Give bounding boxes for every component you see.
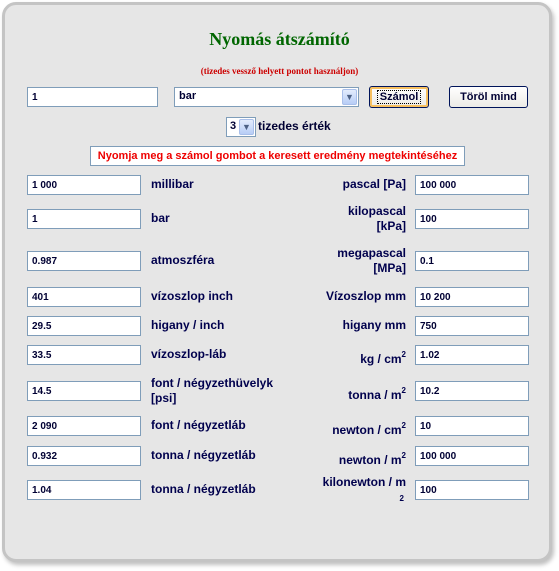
unit-select[interactable] xyxy=(174,87,359,107)
left-unit-name: higany / inch xyxy=(151,318,225,332)
right-value-field[interactable]: 100 000 xyxy=(415,175,529,195)
left-unit-symbol: [psi] xyxy=(151,391,177,405)
left-value-field[interactable]: 2 090 xyxy=(27,416,141,436)
right-unit-label xyxy=(296,289,406,304)
left-value-field[interactable]: 33.5 xyxy=(27,345,141,365)
right-value-field[interactable]: 100 000 xyxy=(415,446,529,466)
left-unit-label xyxy=(151,347,301,362)
right-value-field[interactable]: 1.02 xyxy=(415,345,529,365)
decimals-select[interactable] xyxy=(226,117,256,137)
left-unit-label xyxy=(151,253,301,268)
left-unit-name: vízoszlop inch xyxy=(151,289,234,303)
right-value-field[interactable]: 0.1 xyxy=(415,251,529,271)
unit-select-value: bar xyxy=(179,90,197,102)
left-unit-label xyxy=(151,482,301,497)
status-message: Nyomja meg a számol gombot a keresett eredmény megtekintéséhez xyxy=(90,146,465,166)
left-unit-label xyxy=(151,177,301,192)
left-unit-label xyxy=(151,376,301,406)
right-unit-name: kg / cm xyxy=(360,352,402,366)
right-value-field[interactable]: 10.2 xyxy=(415,381,529,401)
left-unit-label xyxy=(151,418,301,433)
left-value-field[interactable]: 0.932 xyxy=(27,446,141,466)
exponent: 2 xyxy=(399,494,404,503)
right-value-field[interactable]: 100 xyxy=(415,209,529,229)
exponent: 2 xyxy=(401,421,406,430)
right-unit-name: Vízoszlop mm xyxy=(325,289,406,303)
right-unit-label xyxy=(296,318,406,333)
right-unit-label xyxy=(296,383,406,403)
right-unit-label xyxy=(296,475,406,506)
right-unit-name: newton / cm xyxy=(332,423,402,437)
left-value-field[interactable]: 0.987 xyxy=(27,251,141,271)
calculate-button[interactable] xyxy=(369,86,429,108)
left-unit-label xyxy=(151,318,301,333)
right-value-field[interactable]: 10 200 xyxy=(415,287,529,307)
exponent: 2 xyxy=(401,350,406,359)
right-unit-name: pascal [Pa] xyxy=(342,177,406,191)
exponent: 2 xyxy=(401,386,406,395)
left-unit-name: font / négyzetláb xyxy=(151,418,246,432)
decimal-note: (tizedes vessző helyett pontot használjon) xyxy=(200,66,359,76)
page-title: Nyomás átszámító xyxy=(209,29,350,49)
left-unit-name: vízoszlop-láb xyxy=(151,347,227,361)
right-unit-label xyxy=(296,418,406,438)
right-unit-name: newton / m xyxy=(338,453,402,467)
left-unit-name: millibar xyxy=(151,177,194,191)
left-unit-label xyxy=(151,448,301,463)
right-unit-symbol: [MPa] xyxy=(373,261,406,275)
decimals-label: tizedes érték xyxy=(258,119,331,133)
clear-all-button[interactable] xyxy=(449,86,528,108)
decimals-select-value: 3 xyxy=(230,120,237,132)
right-value-field[interactable]: 10 xyxy=(415,416,529,436)
value-input[interactable]: 1 xyxy=(27,87,158,107)
exponent: 2 xyxy=(401,451,406,460)
left-unit-name: tonna / négyzetláb xyxy=(151,448,256,462)
left-unit-name: tonna / négyzetláb xyxy=(151,482,256,496)
clear-all-button-label: Töröl mind xyxy=(460,91,517,103)
left-value-field[interactable]: 1 xyxy=(27,209,141,229)
left-value-field[interactable]: 1.04 xyxy=(27,480,141,500)
left-value-field[interactable]: 1 000 xyxy=(27,175,141,195)
right-unit-label xyxy=(296,204,406,234)
right-unit-symbol: [kPa] xyxy=(376,219,406,233)
right-value-field[interactable]: 750 xyxy=(415,316,529,336)
left-value-field[interactable]: 29.5 xyxy=(27,316,141,336)
left-unit-name: atmoszféra xyxy=(151,253,215,267)
chevron-down-icon[interactable]: ▼ xyxy=(239,119,254,135)
right-value-field[interactable]: 100 xyxy=(415,480,529,500)
right-unit-label xyxy=(296,177,406,192)
left-unit-label xyxy=(151,211,301,226)
chevron-down-icon[interactable]: ▼ xyxy=(342,89,357,105)
left-value-field[interactable]: 401 xyxy=(27,287,141,307)
right-unit-label xyxy=(296,347,406,367)
right-unit-label xyxy=(296,448,406,468)
right-unit-label xyxy=(296,246,406,276)
left-unit-label xyxy=(151,289,301,304)
left-unit-name: bar xyxy=(151,211,170,225)
left-unit-name: font / négyzethüvelyk xyxy=(151,376,274,390)
calculate-button-label: Számol xyxy=(377,90,422,104)
left-value-field[interactable]: 14.5 xyxy=(27,381,141,401)
right-unit-name: higany mm xyxy=(342,318,406,332)
right-unit-name: kilonewton / m xyxy=(322,475,406,489)
right-unit-name: tonna / m xyxy=(348,388,402,402)
right-unit-name: kilopascal xyxy=(347,204,406,218)
right-unit-name: megapascal xyxy=(337,246,406,260)
